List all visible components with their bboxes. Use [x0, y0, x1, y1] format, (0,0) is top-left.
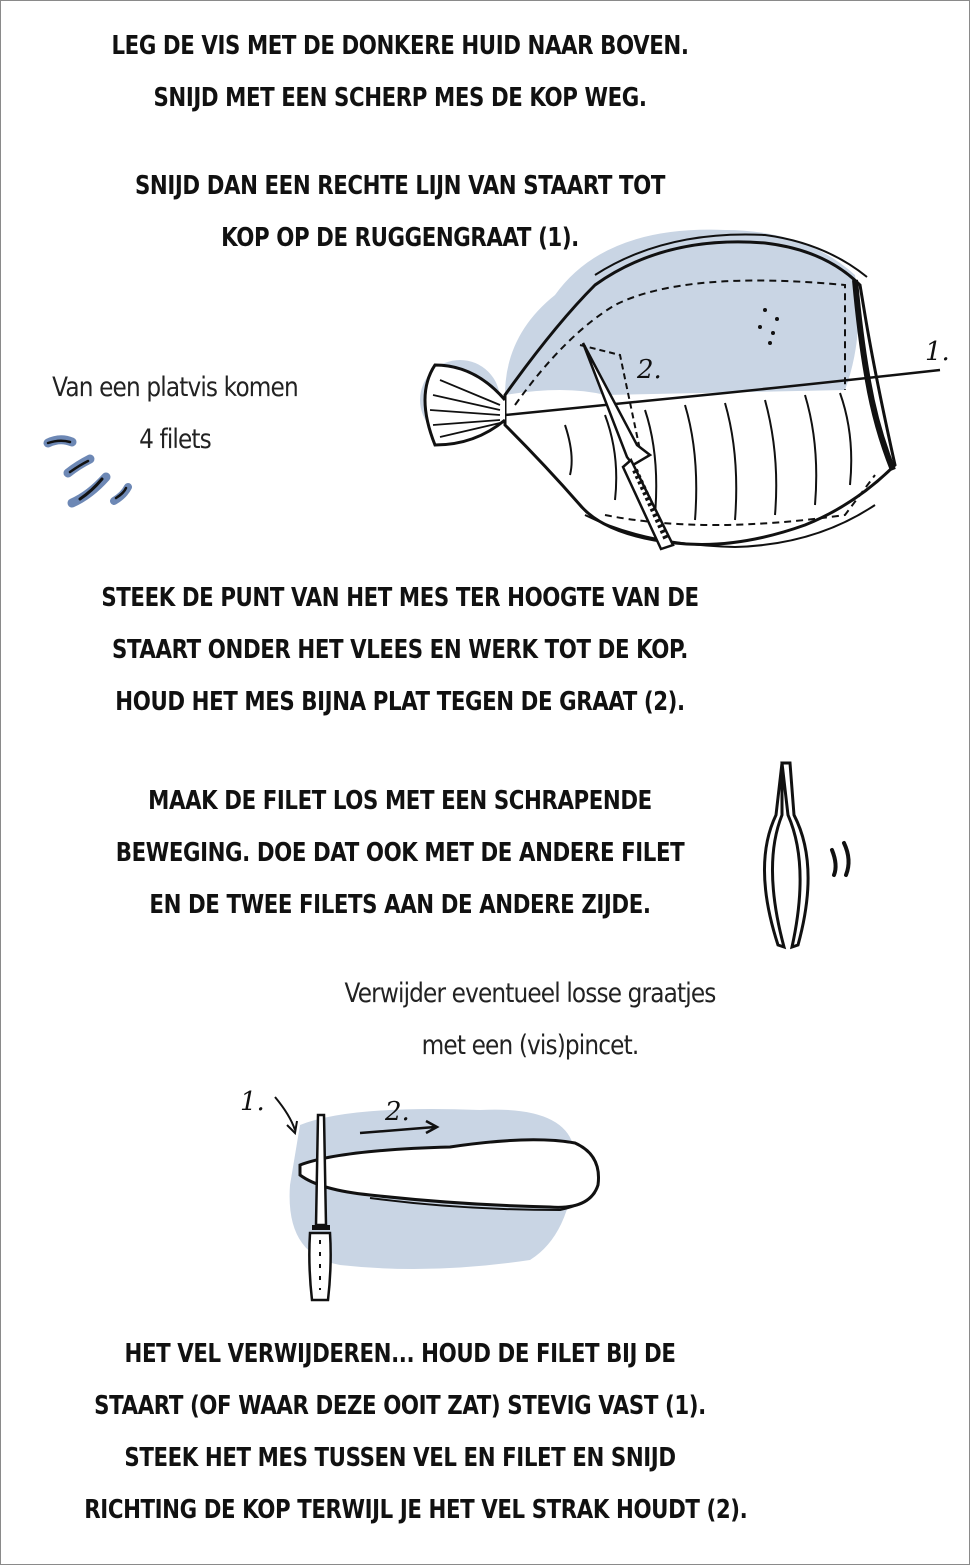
graatjes-note-line-2: met een (vis)pincet.: [421, 1030, 639, 1061]
step-5-line-3: STEEK HET MES TUSSEN VEL EN FILET EN SNIJD: [124, 1443, 676, 1473]
graatjes-note: [306, 968, 753, 1072]
step-2-line-2: KOP OP DE RUGGENGRAAT (1).: [221, 223, 579, 253]
step-5-line-1: HET VEL VERWIJDEREN... HOUD DE FILET BIJ DE: [124, 1339, 676, 1369]
step-1-text: [97, 20, 704, 124]
fish-tail: [425, 365, 505, 445]
tweezers-icon: [750, 755, 870, 955]
platvis-note-line-2: 4 filets: [139, 424, 211, 455]
cut-direction-label: 2.: [385, 1097, 410, 1127]
cut-line-label: 1.: [925, 337, 950, 367]
step-4-line-3: EN DE TWEE FILETS AAN DE ANDERE ZIJDE.: [149, 890, 651, 920]
fillet-illustration: [230, 1075, 620, 1315]
step-5-text: [84, 1328, 748, 1536]
flatfish-illustration: [405, 215, 950, 560]
step-1-line-1: LEG DE VIS MET DE DONKERE HUID NAAR BOVEN.: [111, 31, 689, 61]
fish-blue-wash: [505, 230, 858, 395]
platvis-note-line-1: Van een platvis komen: [52, 372, 298, 403]
graatjes-note-line-1: Verwijder eventueel losse graatjes: [344, 978, 716, 1009]
step-3-line-1: STEEK DE PUNT VAN HET MES TER HOOGTE VAN DE: [101, 583, 699, 613]
step-5-line-4: RICHTING DE KOP TERWIJL JE HET VEL STRAK HOUDT (2).: [84, 1495, 748, 1525]
hold-label: 1.: [240, 1087, 265, 1117]
step-2-line-1: SNIJD DAN EEN RECHTE LIJN VAN STAART TOT: [134, 171, 666, 201]
step-4-line-1: MAAK DE FILET LOS MET EEN SCHRAPENDE: [148, 786, 652, 816]
knife-label: 2.: [637, 355, 662, 385]
step-3-line-2: STAART ONDER HET VLEES EN WERK TOT DE KOP.: [112, 635, 688, 665]
step-5-line-2: STAART (OF WAAR DEZE OOIT ZAT) STEVIG VAST (1).: [94, 1391, 706, 1421]
step-4-text: [97, 775, 704, 931]
step-3-line-3: HOUD HET MES BIJNA PLAT TEGEN DE GRAAT (2).: [115, 687, 685, 717]
step-4-line-2: BEWEGING. DOE DAT OOK MET DE ANDERE FILET: [115, 838, 685, 868]
step-1-line-2: SNIJD MET EEN SCHERP MES DE KOP WEG.: [153, 83, 647, 113]
squiggle-decoration-icon: [40, 425, 150, 520]
step-3-text: [97, 572, 704, 728]
